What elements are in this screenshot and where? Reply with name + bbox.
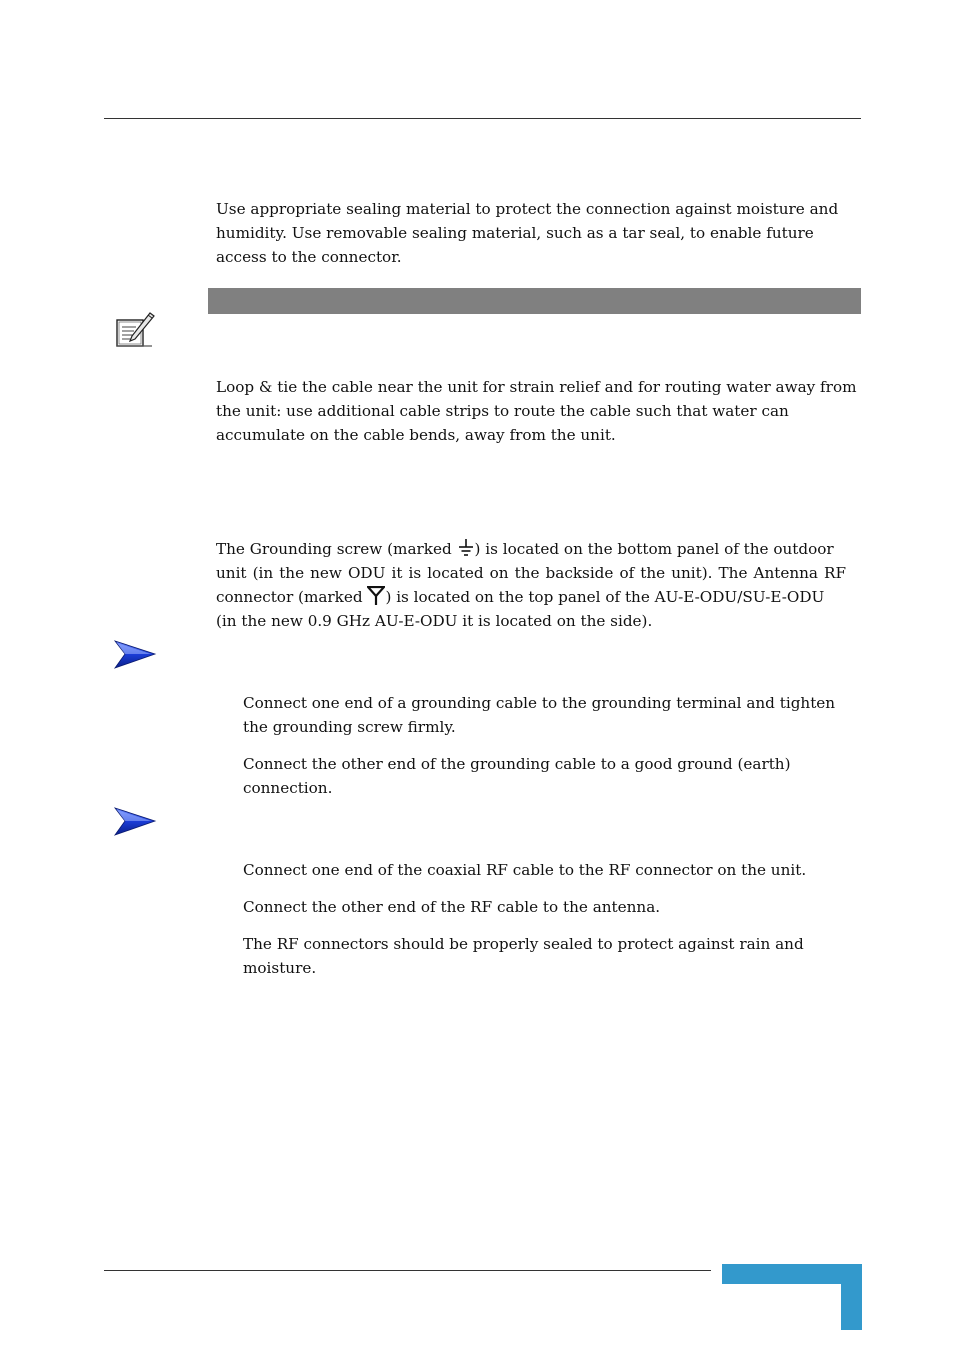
note-header-bar (208, 288, 861, 314)
grounding-text-d: ) is located on the top panel of the AU-E-ODU/SU-E-ODU (385, 588, 825, 606)
header-rule (104, 118, 861, 119)
ground-symbol-icon (457, 538, 475, 558)
grounding-line-4: (in the new 0.9 GHz AU-E-ODU it is located on the side). (216, 612, 653, 630)
note-pencil-icon (114, 312, 156, 350)
antenna-symbol-icon (367, 586, 385, 606)
grounding-line-3 (216, 585, 846, 609)
cable-loop-note: Loop & tie the cable near the unit for strain relief and for routing water away from the unit: use additional cable strips to route the cable such that water can accumulate on the cable bends, away from the unit. (216, 378, 857, 444)
grounding-step-1: Connect one end of a grounding cable to the grounding terminal and tighten the grounding screw firmly. (243, 694, 836, 736)
sealing-paragraph: Use appropriate sealing material to protect the connection against moisture and humidity. Use removable sealing material, such as a tar seal, to enable future access to the connector. (216, 200, 839, 266)
grounding-paragraph (216, 537, 846, 633)
grounding-text-a: The Grounding screw (marked (216, 540, 457, 558)
grounding-line-1 (216, 537, 846, 561)
rf-step-3: The RF connectors should be properly sealed to protect against rain and moisture. (243, 935, 804, 977)
rf-step-2: Connect the other end of the RF cable to the antenna. (243, 898, 661, 916)
grounding-line-2: unit (in the new ODU it is located on the backside of the unit). The Antenna RF (216, 564, 846, 582)
procedure-arrow-icon (113, 805, 157, 837)
footer-rule (104, 1270, 711, 1271)
grounding-step-2: Connect the other end of the grounding cable to a good ground (earth) connection. (243, 755, 791, 797)
rf-step-1: Connect one end of the coaxial RF cable to the RF connector on the unit. (243, 861, 807, 879)
procedure-arrow-icon (113, 638, 157, 670)
page-corner-tab (722, 1264, 862, 1330)
grounding-text-c: connector (marked (216, 588, 368, 606)
grounding-text-b: ) is located on the bottom panel of the outdoor (474, 540, 834, 558)
